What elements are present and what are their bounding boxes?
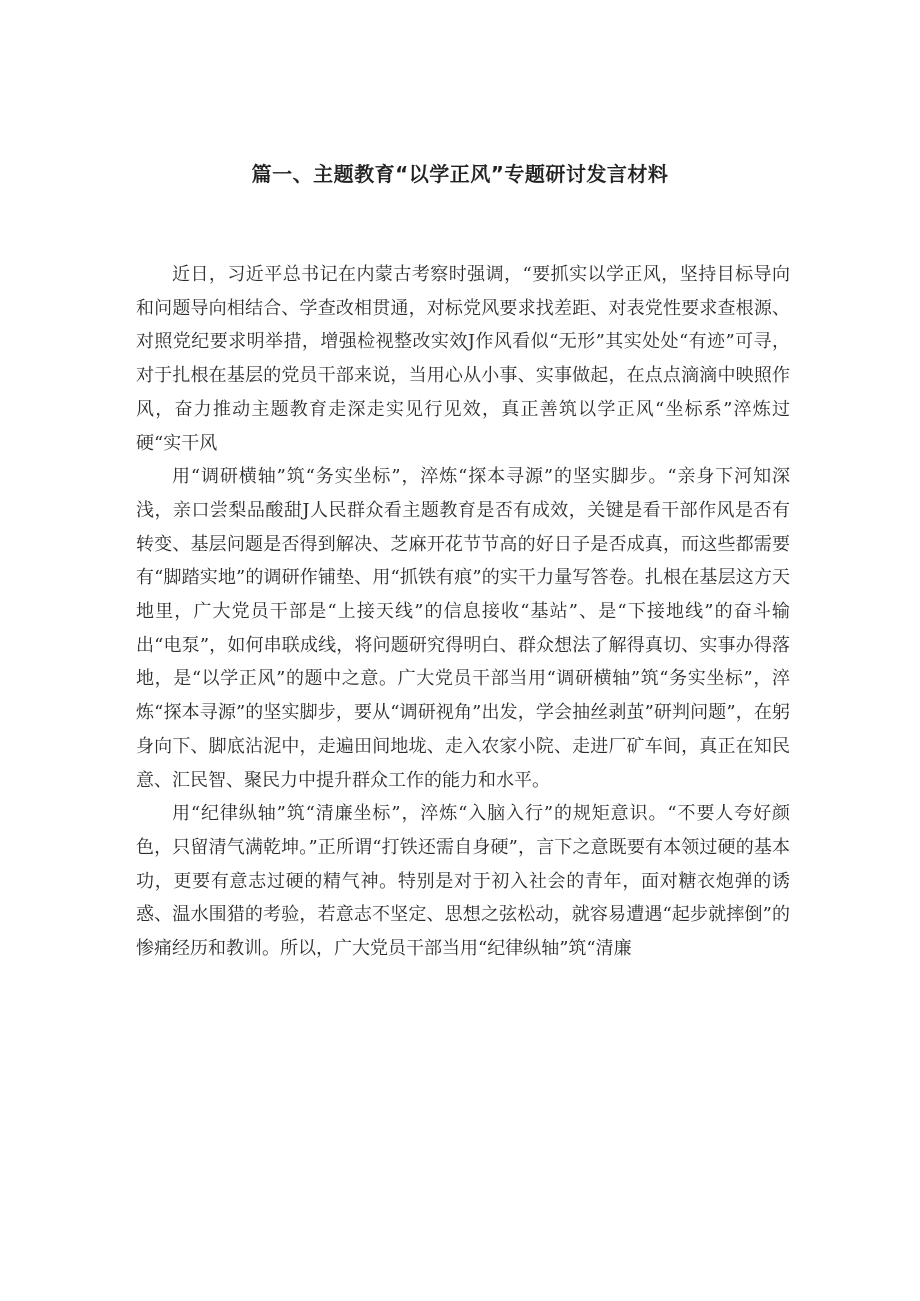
paragraph-3: 用“纪律纵轴”筑“清廉坐标”，淬炼“入脑入行”的规矩意识。“不要人夸好颜色，只留清气满乾坤。”正所谓“打铁还需自身硬”，言下之意既要有本领过硬的基本功，更要有意志过硬的精气神。特别是对于初入社会的青年，面对糖衣炮弹的诱惑、温水围猎的考验，若意志不坚定、思想之弦松动，就容易遭遇“起步就摔倒”的惨痛经历和教训。所以，广大党员干部当用“纪律纵轴”筑“清廉	[136, 803, 790, 960]
document-body	[136, 258, 790, 966]
document-title: 篇一、主题教育“以学正风”专题研讨发言材料	[251, 162, 669, 186]
paragraph-1: 近日，习近平总书记在内蒙古考察时强调，“要抓实以学正风，坚持目标导向和问题导向相结合、学查改相贯通，对标党风要求找差距、对表党性要求查根源、对照党纪要求明举措，增强检视整改实效J作风看似“无形”其实处处“有迹”可寻，对于扎根在基层的党员干部来说，当用心从小事、实事做起，在点点滴滴中映照作风，奋力推动主题教育走深走实见行见效，真正善筑以学正风“坐标系”淬炼过硬“实干风	[136, 264, 790, 454]
paragraph-2: 用“调研横轴”筑“务实坐标”，淬炼“探本寻源”的坚实脚步。“亲身下河知深浅，亲口尝梨品酸甜J人民群众看主题教育是否有成效，关键是看干部作风是否有转变、基层问题是否得到解决、芝麻开花节节高的好日子是否成真，而这些都需要有“脚踏实地”的调研作铺垫、用“抓铁有痕”的实干力量写答卷。扎根在基层这方天地里，广大党员干部是“上接天线”的信息接收“基站”、是“下接地线”的奋斗输出“电泵”，如何串联成线，将问题研究得明白、群众想法了解得真切、实事办得落地，是“以学正风”的题中之意。广大党员干部当用“调研横轴”筑“务实坐标”，淬炼“探本寻源”的坚实脚步，要从“调研视角”出发，学会抽丝剥茧”研判问题”，在躬身向下、脚底沾泥中，走遍田间地垅、走入农家小院、走进厂矿车间，真正在知民意、汇民智、聚民力中提升群众工作的能力和水平。	[136, 466, 790, 791]
